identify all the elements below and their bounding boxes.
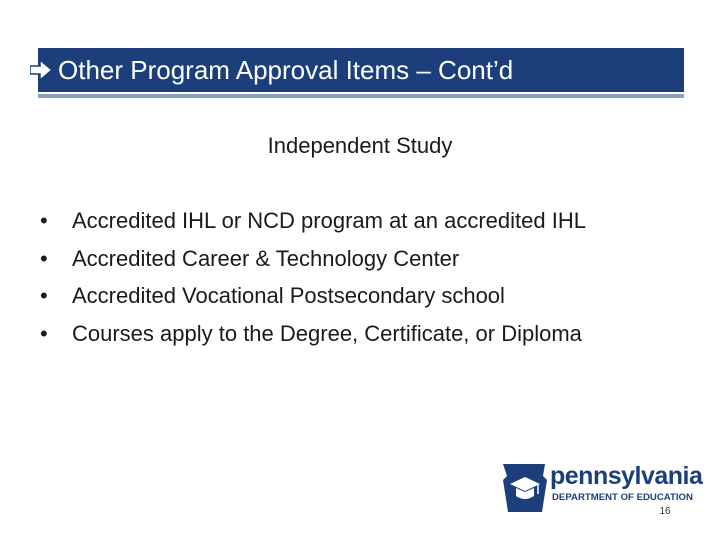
slide-title: Other Program Approval Items – Cont’d	[58, 55, 514, 85]
subtitle-text: Independent Study	[267, 133, 453, 158]
keystone-graduation-cap-icon	[500, 460, 550, 516]
bullet-text: Courses apply to the Degree, Certificate, or Diploma	[72, 320, 582, 346]
bullet-glyph: •	[40, 245, 48, 271]
bullet-item	[40, 202, 710, 240]
slide-subtitle	[0, 132, 720, 160]
bullet-list	[40, 202, 710, 352]
logo-wordmark: pennsylvania	[550, 462, 703, 490]
bullet-text: Accredited Career & Technology Center	[72, 245, 460, 271]
bullet-text: Accredited Vocational Postsecondary school	[72, 283, 505, 308]
arrow-right-icon	[30, 60, 52, 80]
bullet-item	[40, 240, 710, 278]
bullet-glyph: •	[40, 283, 48, 308]
bullet-item	[40, 315, 710, 353]
page-number: 16	[659, 506, 671, 517]
bullet-item	[40, 277, 710, 315]
bullet-text: Accredited IHL or NCD program at an accredited IHL	[72, 208, 586, 233]
logo-subtitle: DEPARTMENT OF EDUCATION	[552, 492, 693, 503]
bullet-glyph: •	[40, 320, 48, 346]
title-underline	[38, 94, 684, 98]
bullet-glyph: •	[40, 208, 48, 233]
